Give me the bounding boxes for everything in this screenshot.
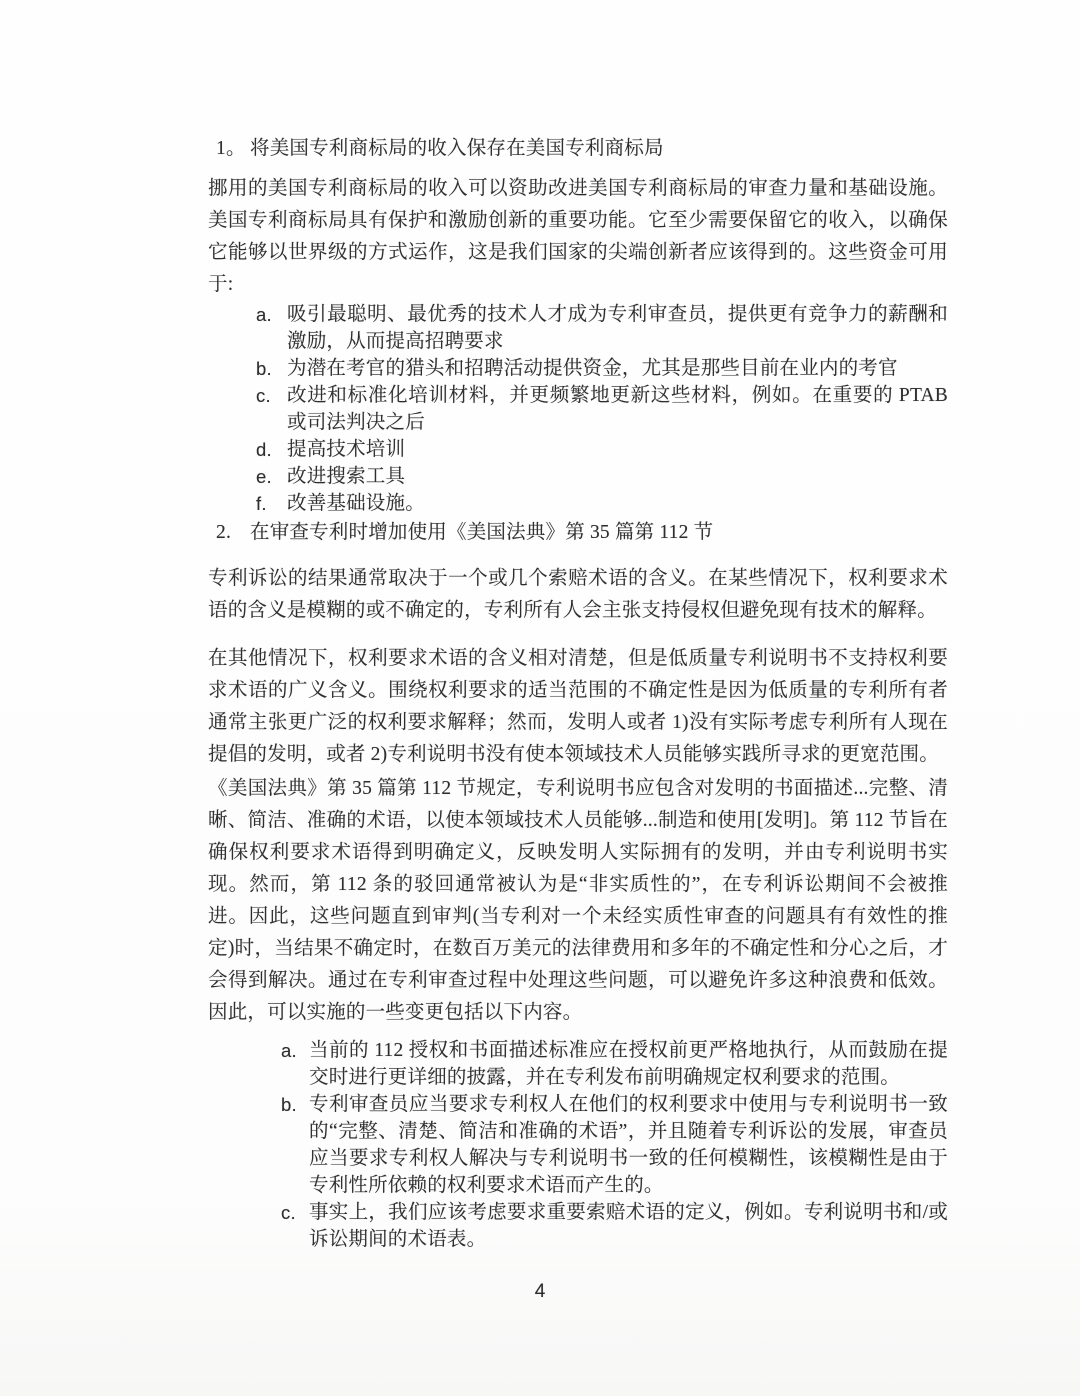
list-item-marker: c. bbox=[281, 1202, 296, 1223]
list-item bbox=[208, 1037, 948, 1091]
list-item bbox=[208, 355, 948, 382]
section-2-paragraph-2: 在其他情况下，权利要求术语的含义相对清楚，但是低质量专利说明书不支持权利要求术语的广义含义。围绕权利要求的适当范围的不确定性是因为低质量的专利所有者通常主张更广泛的权利要求解释；然而，发明人或者 1)没有实际考虑专利所有人现在提倡的发明，或者 2)专利说明书没有使本领域技术人员能够实践所寻求的更宽范围。 bbox=[208, 648, 948, 765]
list-item-marker: b. bbox=[281, 1094, 297, 1115]
section-2-paragraph-3: 《美国法典》第 35 篇第 112 节规定，专利说明书应包含对发明的书面描述...完整、清晰、简洁、准确的术语，以使本领域技术人员能够...制造和使用[发明]。第 112 节旨在确保权利要求术语得到明确定义，反映发明人实际拥有的发明，并由专利说明书实现。然而，第 112 条的驳回通常被认为是“非实质性的”，在专利诉讼期间不会被推进。因此，这些问题直到审判(当专利对一个未经实质性审查的问题具有有效性的推定)时，当结果不确定时，在数百万美元的法律费用和多年的不确定性和分心之后，才会得到解决。通过在专利审查过程中处理这些问题，可以避免许多这种浪费和低效。因此，可以实施的一些变更包括以下内容。 bbox=[208, 778, 948, 1023]
section-2-number: 2. bbox=[216, 522, 232, 543]
list-item bbox=[208, 436, 948, 463]
list-item-text: 当前的 112 授权和书面描述标准应在授权前更严格地执行，从而鼓励在提交时进行更详细的披露，并在专利发布前明确规定权利要求的范围。 bbox=[309, 1040, 948, 1088]
list-item-text: 改进搜索工具 bbox=[287, 466, 406, 487]
list-item-text: 改善基础设施。 bbox=[287, 493, 425, 514]
document-body bbox=[208, 133, 948, 1253]
list-item-text: 提高技术培训 bbox=[287, 439, 406, 460]
list-item-text: 专利审查员应当要求专利权人在他们的权利要求中使用与专利说明书一致的“完整、清楚、简洁和准确的术语”，并且随着专利诉讼的发展，审查员应当要求专利权人解决与专利说明书一致的任何模糊性，该模糊性是由于专利性所依赖的权利要求术语而产生的。 bbox=[309, 1094, 948, 1196]
list-item bbox=[208, 490, 948, 517]
list-item bbox=[208, 463, 948, 490]
list-item-marker: e. bbox=[256, 466, 272, 487]
list-item-text: 吸引最聪明、最优秀的技术人才成为专利审查员，提供更有竞争力的薪酬和激励，从而提高招聘要求 bbox=[287, 304, 948, 352]
list-item bbox=[208, 1199, 948, 1253]
list-item-text: 为潜在考官的猎头和招聘活动提供资金，尤其是那些目前在业内的考官 bbox=[287, 358, 898, 379]
page-number: 4 bbox=[534, 1281, 546, 1302]
section-1-heading bbox=[208, 133, 948, 165]
list-item-marker: a. bbox=[281, 1040, 297, 1061]
list-item-marker: c. bbox=[256, 385, 271, 406]
section-2-title: 在审查专利时增加使用《美国法典》第 35 篇第 112 节 bbox=[250, 522, 714, 543]
section-1-number: 1。 bbox=[216, 138, 246, 159]
list-item bbox=[208, 382, 948, 436]
list-item bbox=[208, 301, 948, 355]
list-item-text: 事实上，我们应该考虑要求重要索赔术语的定义，例如。专利说明书和/或诉讼期间的术语表。 bbox=[309, 1202, 948, 1250]
section-1-list bbox=[208, 301, 948, 517]
list-item-marker: b. bbox=[256, 358, 272, 379]
section-2-paragraph-1: 专利诉讼的结果通常取决于一个或几个索赔术语的含义。在某些情况下，权利要求术语的含义是模糊的或不确定的，专利所有人会主张支持侵权但避免现有技术的解释。 bbox=[208, 568, 948, 621]
section-1-title: 将美国专利商标局的收入保存在美国专利商标局 bbox=[250, 138, 664, 159]
list-item-text: 改进和标准化培训材料，并更频繁地更新这些材料，例如。在重要的 PTAB 或司法判决之后 bbox=[287, 385, 948, 433]
section-2-heading bbox=[208, 517, 948, 549]
list-item bbox=[208, 1091, 948, 1199]
list-item-marker: a. bbox=[256, 304, 272, 325]
list-item-marker: f. bbox=[256, 493, 267, 514]
list-item-marker: d. bbox=[256, 439, 272, 460]
section-2-list bbox=[208, 1037, 948, 1253]
section-1-paragraph-1: 挪用的美国专利商标局的收入可以资助改进美国专利商标局的审查力量和基础设施。美国专利商标局具有保护和激励创新的重要功能。它至少需要保留它的收入，以确保它能够以世界级的方式运作，这是我们国家的尖端创新者应该得到的。这些资金可用于: bbox=[208, 178, 948, 295]
